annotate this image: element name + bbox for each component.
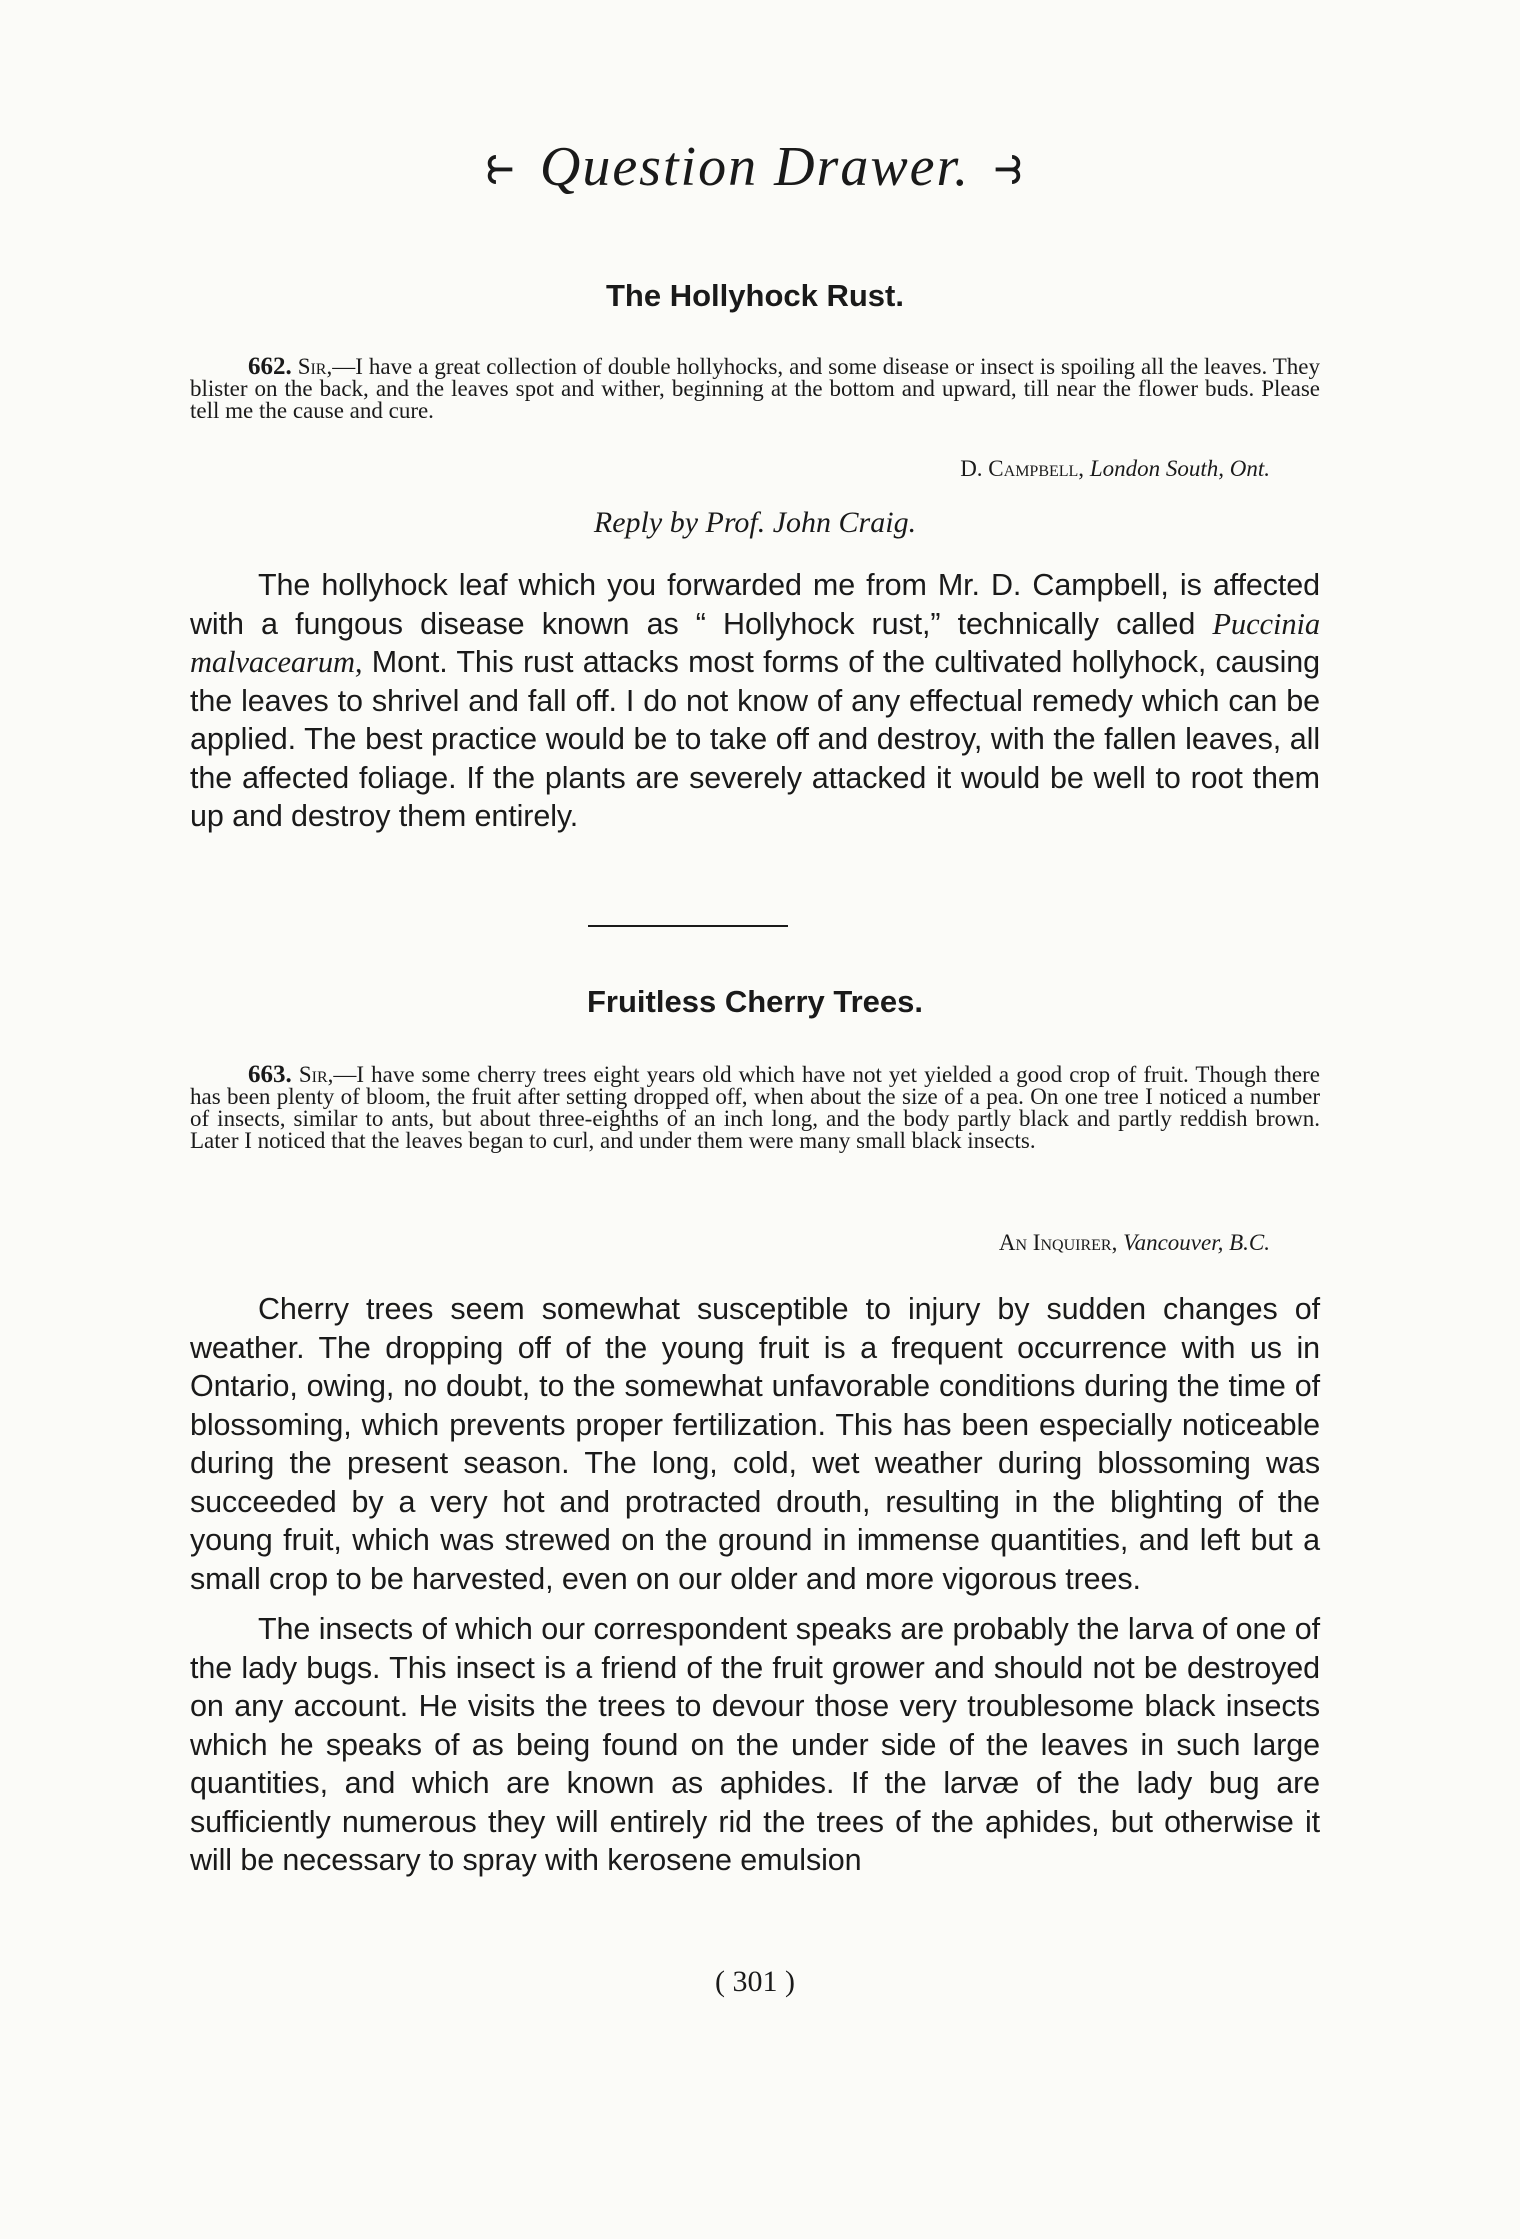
letter-text: —I have some cherry trees eight years old which have not yet yielded a good crop of fruit. Though there has been plenty of bloom, the fruit after setting dropped off, when about the size of a pea. On one tree I noticed a number of insects, similar to ants, but about three-eighths of an inch long, and the body partly black and partly reddish brown. Later I noticed that the leaves began to curl, and under them were many small black insects. — [190, 1062, 1320, 1153]
letter-663 — [190, 1061, 1320, 1153]
reply-text-662 — [190, 566, 1320, 836]
signature-name: D. Campbell, — [960, 456, 1085, 481]
section-divider — [588, 925, 788, 927]
masthead — [190, 135, 1320, 199]
right-ornament-icon: ⥽ — [988, 143, 1031, 196]
signature-663 — [999, 1230, 1270, 1256]
paragraph: Cherry trees seem somewhat susceptible to injury by sudden changes of weather. The dropping off of the young fruit is a frequent occurrence with us in Ontario, owing, no doubt, to the somewhat unfavorable conditions during the time of blossoming, which prevents proper fertilization. This has been especially noticeable during the present season. The long, cold, wet weather during blossoming was succeeded by a very hot and protracted drouth, resulting in the blighting of the young fruit, which was strewed on the ground in immense quantities, and left but a small crop to be harvested, even on our older and more vigorous trees. — [190, 1292, 1320, 1596]
masthead-title: Question Drawer. — [539, 136, 971, 198]
question-number: 662. — [248, 353, 292, 380]
reply-by: Reply by Prof. John Craig. — [593, 506, 917, 539]
salutation: Sir, — [298, 1062, 334, 1087]
paragraph: The insects of which our correspondent speaks are probably the larva of one of the lady bugs. This insect is a friend of the fruit grower and should not be destroyed on any account. He visits the trees to devour those very troublesome black insects which he speaks of as being found on the under side of the leaves in such large quantities, and which are known as aphides. If the larvæ of the lady bug are sufficiently numerous they will entirely rid the trees of the aphides, but otherwise it will be necessary to spray with kerosene emulsion — [190, 1612, 1320, 1877]
salutation: Sir, — [297, 354, 333, 379]
section-heading-hollyhock: The Hollyhock Rust. — [606, 278, 904, 313]
question-number: 663. — [248, 1061, 292, 1088]
signature-place: London South, Ont. — [1089, 456, 1270, 481]
signature-662 — [960, 456, 1270, 482]
left-ornament-icon: ⥼ — [479, 143, 522, 196]
page-number: ( 301 ) — [715, 1965, 795, 1998]
signature-name: An Inquirer, — [998, 1230, 1118, 1255]
reply-text-663 — [190, 1290, 1320, 1880]
section-heading-cherry: Fruitless Cherry Trees. — [587, 984, 923, 1019]
letter-text: —I have a great collection of double hollyhocks, and some disease or insect is spoiling all the leaves. They blister on the back, and the leaves spot and wither, beginning at the bottom and upward, till near the flower buds. Please tell me the cause and cure. — [190, 354, 1320, 423]
latin-name: Puccinia malvacearum, — [190, 606, 1320, 679]
signature-place: Vancouver, B.C. — [1123, 1230, 1270, 1255]
reply-text-part: The hollyhock leaf which you forwarded me from Mr. D. Campbell, is affected with a fungous disease known as “ Hollyhock rust,” technically called — [190, 568, 1320, 641]
letter-662 — [190, 353, 1320, 423]
reply-text-part: Mont. This rust attacks most forms of the cultivated hollyhock, causing the leaves to shrivel and fall off. I do not know of any effectual remedy which can be applied. The best practice would be to take off and destroy, with the fallen leaves, all the affected foliage. If the plants are severely attacked it would be well to root them up and destroy them entirely. — [190, 645, 1320, 833]
